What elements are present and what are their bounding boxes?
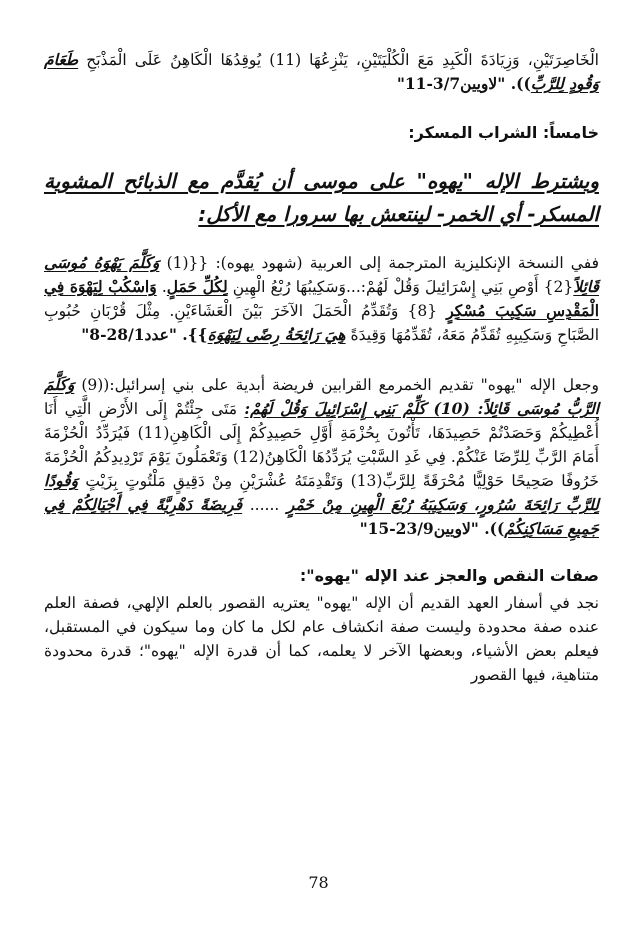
quote2-reference: )). "لاويين23/9-15" (359, 519, 505, 538)
page-number: 78 (308, 873, 329, 892)
quote1-text-2: . (156, 278, 167, 296)
intro-reference: )). "لاويين3/7-11" (396, 74, 531, 93)
quote1-emph-4: هِيَ رَائِحَةُ رِضًى لِيَهْوَهَ (207, 325, 346, 344)
quote2-emph-3: فَرِيضَةً دَهْرِيَّةً فِي أَجْيَالِكُمْ فِي جَمِيعِ مَسَاكِنِكُمْ (44, 495, 599, 538)
quote-numbers-paragraph (44, 251, 599, 347)
quote2-emph-1: وَكَلَّمَ الرَّبُّ مُوسَى قَائِلاً: (10) كَلِّمْ بَنِي إِسْرَائِيلَ وَقُلْ لَهُمْ: (44, 375, 599, 418)
quote2-emph-2: وَقُودًا لِلرَّبِّ رَائِحَةَ سُرُورٍ، وَسَكِيبَهُ رُبْعَ الْهِينِ مِنْ خَمْرٍ (44, 471, 599, 514)
body-paragraph: نجد في أسفار العهد القديم أن الإله "يهوه" يعتريه القصور بالعلم الإلهي، فصفة العلم عنده صفة محدودة وليست صفة انكشاف عام لكل ما كان وما سيكون في المستقبل، فيعلم بعض الأشياء، وبعضها الآخر لا يعلمه، كما أن قدرة الإله "يهوه"؛ قدرة محدودة متناهية، فيها القصور (44, 594, 599, 684)
quote1-emph-3: وَاسْكُبْ لِيَهْوَهَ فِي الْمَقْدِسِ سَكِيبَ مُسْكِرٍ (44, 277, 600, 320)
section-heading-fifth: خامساً: الشراب المسكر: (408, 123, 599, 142)
quote-leviticus-paragraph (44, 373, 599, 541)
intro-paragraph (44, 48, 599, 96)
quote1-text-3: {8} وَتُقَدِّمُ الْحَمَلَ الآخَرَ بَيْنَ الْعَشَاءَيْنِ. مِثْلَ قُرْبَانِ حُبُوبِ الصَّبَاحِ وَسَكِيبِهِ تُقَدِّمُ مَعَهُ، تُقَدِّمُهَا وَقِيدَةً (44, 302, 599, 344)
quote1-text-1: {2} أَوْصِ بَنِي إِسْرَائِيلَ وَقُلْ لَهُمْ:...وَسَكِيبُهَا رُبْعُ الْهِينِ (227, 278, 574, 296)
quote1-emph-1: وَكَلَّمَ يَهْوَهُ مُوسَى قَائِلاً (44, 253, 599, 296)
quote2-lead: وجعل الإله "يهوه" تقديم الخمرمع القرابين فريضة أبدية على بني إسرائيل:((9) (74, 376, 599, 394)
quote1-reference: }}. "عدد28/1-8" (81, 325, 208, 344)
quote2-text-2: ...... (242, 496, 287, 514)
quote1-emph-2: لِكُلِّ حَمَلٍ (166, 277, 228, 296)
intro-emphasis: طَعَامَ وَقُودٍ لِلرَّبِّ (44, 50, 599, 93)
section-heading-attributes: صفات النقص والعجز عند الإله "يهوه": (299, 566, 599, 585)
quote2-text-1: مَتَى جِئْتُمْ إِلَى الأَرْضِ الَّتِي أَنَا أُعْطِيكُمْ وَحَصَدْتُمْ حَصِيدَهَا، تَأْتُونَ بِحُزْمَةِ أَوَّلِ حَصِيدِكُمْ إِلَى الْكَاهِنِ(11) فَيُرَدِّدُ الْحُزْمَةَ أَمَامَ الرَّبِّ لِلرِّضَا عَنْكُمْ. فِي غَدِ السَّبْتِ يُرَدِّدُهَا الْكَاهِنُ(12) وَتَعْمَلُونَ يَوْمَ تَرْدِيدِكُمُ الْحُزْمَةَ خَرُوفًا صَحِيحًا حَوْلِيًّا مُحْرَقَةً لِلرَّبِّ(13) وَتَقْدِمَتَهُ عُشْرَيْنِ مِنْ دَقِيقٍ مَلْتُوتٍ بِزَيْتٍ (44, 400, 600, 490)
headline-statement: ويشترط الإله "يهوه" على موسى أن يُقدَّم مع الذبائح المشوية المسكر- أي الخمر- لينتعش بها سرورا مع الأكل: (44, 169, 599, 226)
quote1-lead: ففي النسخة الإنكليزية المترجمة إلى العربية (شهود يهوه): {{(1) (159, 254, 599, 272)
intro-text: الْخَاصِرَتَيْنِ، وَزِيَادَةَ الْكَبِدِ مَعَ الْكُلْيَتَيْنِ، يَنْزِعُهَا (11) يُوقِدُهَا الْكَاهِنُ عَلَى الْمَذْبَحِ (78, 51, 599, 69)
page-content (44, 48, 599, 687)
